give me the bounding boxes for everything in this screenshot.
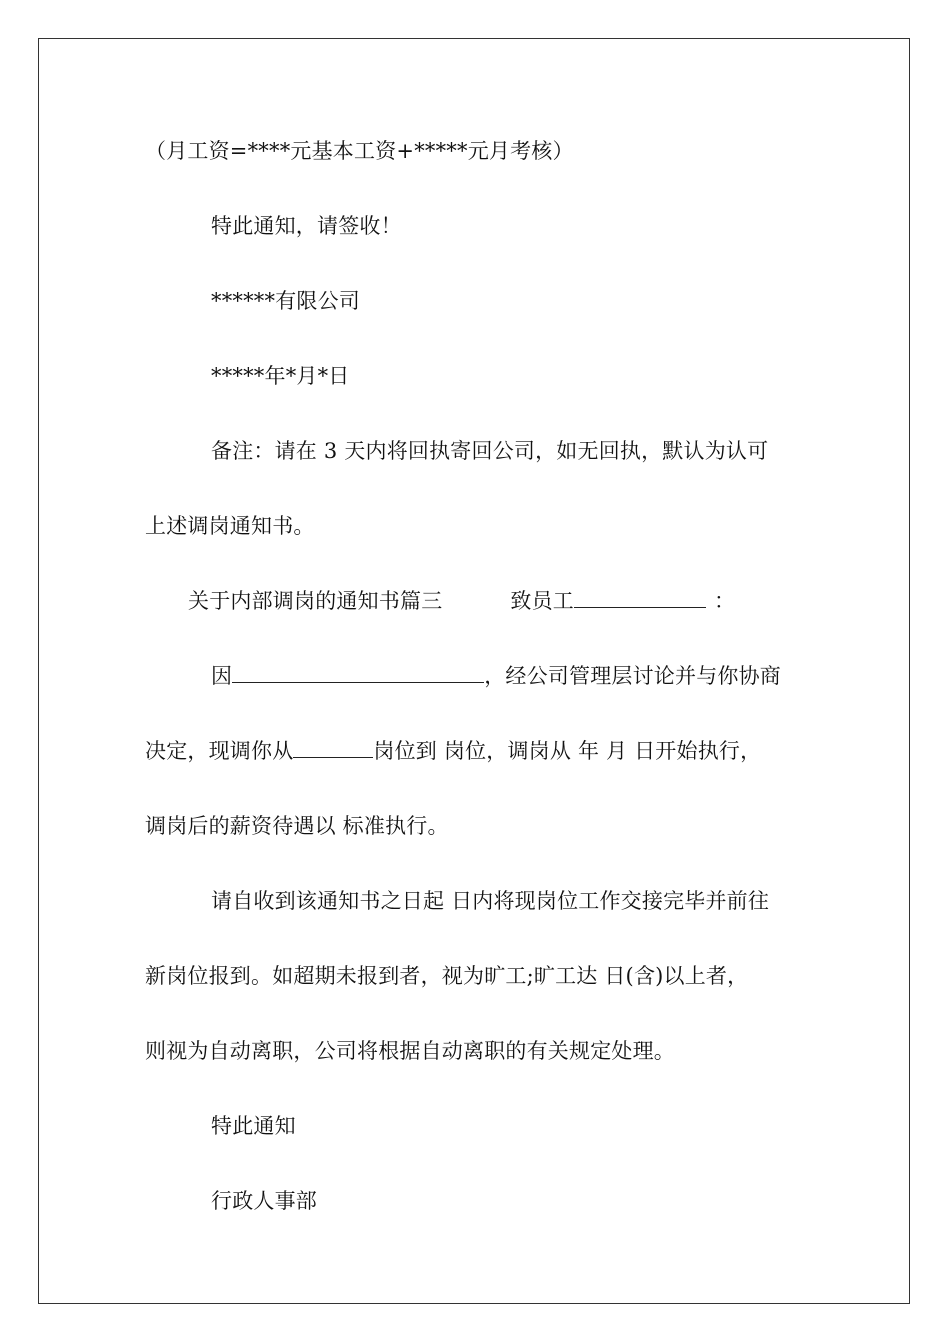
heading-line	[188, 587, 735, 615]
addressee-prefix: 致员工	[510, 589, 575, 613]
reason-suffix: ，经公司管理层讨论并与你协商	[484, 664, 782, 688]
reason-line	[211, 662, 781, 690]
original-position-blank	[293, 738, 373, 758]
handover-line-3: 则视为自动离职，公司将根据自动离职的有关规定处理。	[145, 1039, 675, 1063]
remark-line-2: 上述调岗通知书。	[145, 514, 315, 538]
handover-line-1: 请自收到该通知书之日起 日内将现岗位工作交接完毕并前往	[211, 889, 770, 913]
notice-date: *****年*月*日	[211, 364, 350, 388]
employee-name-blank	[574, 588, 706, 608]
decision-line	[145, 737, 761, 765]
section-heading: 关于内部调岗的通知书篇三	[188, 589, 443, 613]
notice-sign-line-2: 特此通知	[211, 1114, 296, 1138]
decision-suffix: 岗位到 岗位，调岗从 年 月 日开始执行，	[373, 739, 762, 763]
handover-line-2: 新岗位报到。如超期未报到者，视为旷工;旷工达 日(含)以上者，	[145, 964, 749, 988]
remark-line-1: 备注：请在 3 天内将回执寄回公司，如无回执，默认为认可	[211, 439, 769, 463]
salary-note-line: （月工资=****元基本工资+*****元月考核）	[145, 139, 574, 163]
reason-prefix: 因	[211, 664, 233, 688]
department-name: 行政人事部	[211, 1189, 317, 1213]
company-name: ******有限公司	[211, 289, 360, 313]
addressee-colon: ：	[714, 589, 736, 613]
salary-standard-line: 调岗后的薪资待遇以 标准执行。	[145, 814, 449, 838]
notice-sign-line-1: 特此通知，请签收！	[211, 214, 402, 238]
decision-prefix: 决定，现调你从	[145, 739, 294, 763]
reason-blank	[232, 663, 484, 683]
